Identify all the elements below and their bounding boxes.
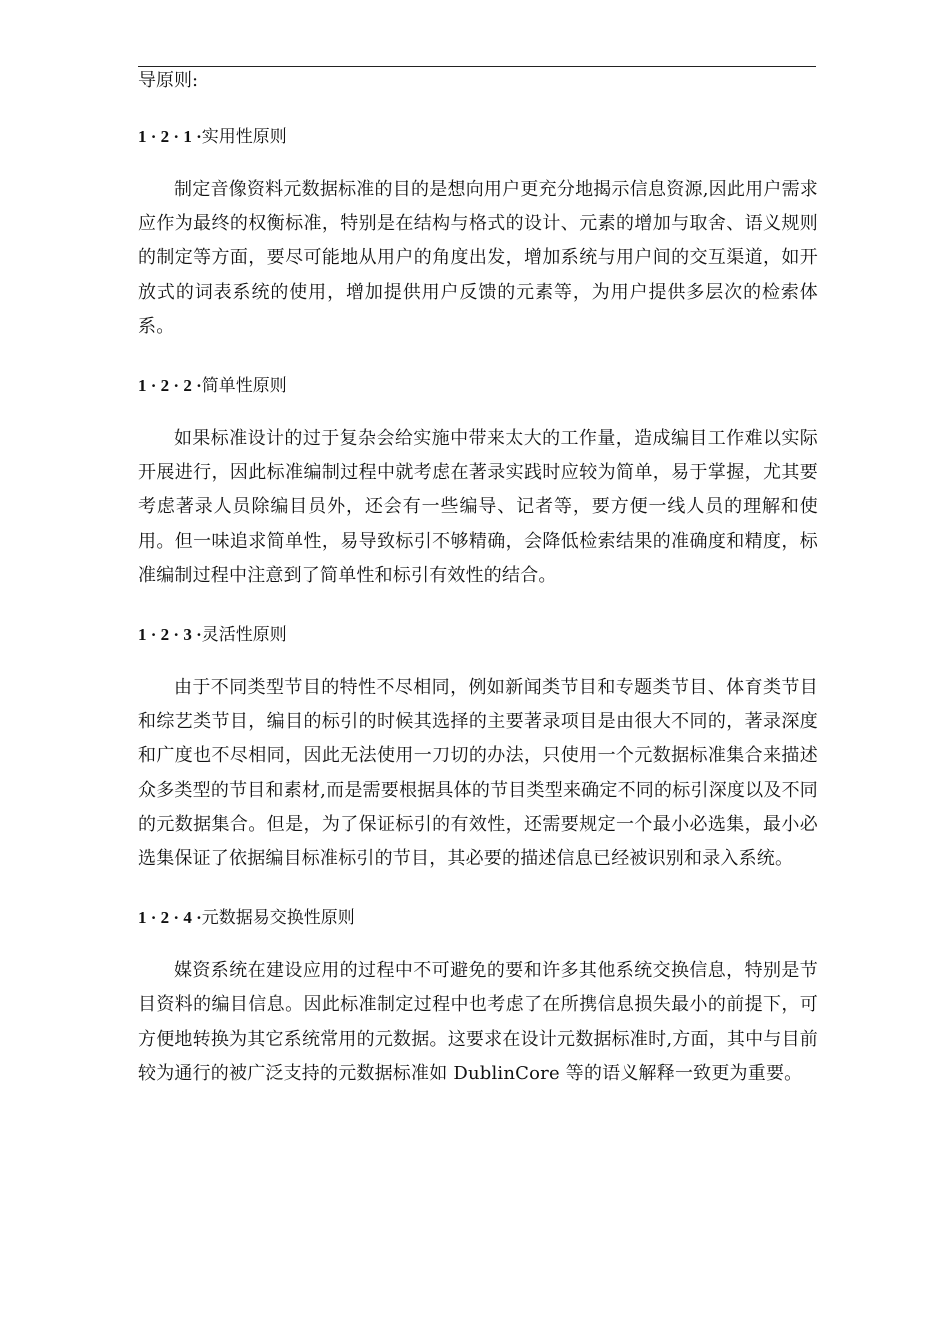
section-title: 实用性原则 (201, 127, 287, 147)
intro-text: 导原则: (138, 70, 199, 91)
section-paragraph: 如果标准设计的过于复杂会给实施中带来太大的工作量，造成编目工作难以实际开展进行，因此标准编制过程中就考虑在著录实践时应较为简单，易于掌握，尤其要考虑著录人员除编目员外，还会有一些编导、记者等，要方便一线人员的理解和使用。但一味追求简单性，易导致标引不够精确，会降低检索结果的准确度和精度，标准编制过程中注意到了简单性和标引有效性的结合。 (138, 428, 818, 586)
section-practicality (138, 123, 818, 344)
section-heading (138, 904, 818, 932)
section-heading (138, 123, 818, 151)
section-number: 1 · 2 · 4 · (138, 908, 202, 928)
section-paragraph: 媒资系统在建设应用的过程中不可避免的要和许多其他系统交换信息，特别是节目资料的编目信息。因此标准制定过程中也考虑了在所携信息损失最小的前提下，可方便地转换为其它系统常用的元数据。这要求在设计元数据标准时,方面，其中与目前较为通行的被广泛支持的元数据标准如 DublinCore 等的语义解释一致更为重要。 (138, 960, 818, 1084)
section-number: 1 · 2 · 1 · (138, 127, 202, 146)
section-flexibility (138, 621, 818, 876)
section-exchangeability (138, 904, 818, 1091)
section-paragraph: 由于不同类型节目的特性不尽相同，例如新闻类节目和专题类节目、体育类节目和综艺类节目，编目的标引的时候其选择的主要著录项目是由很大不同的，著录深度和广度也不尽相同，因此无法使用一刀切的办法，只使用一个元数据标准集合来描述众多类型的节目和素材,而是需要根据具体的节目类型来确定不同的标引深度以及不同的元数据集合。但是，为了保证标引的有效性，还需要规定一个最小必选集，最小必选集保证了依据编目标准标引的节目，其必要的描述信息已经被识别和录入系统。 (138, 677, 818, 870)
section-number: 1 · 2 · 3 · (138, 625, 202, 645)
document-body (138, 66, 818, 1091)
section-title: 灵活性原则 (201, 625, 287, 646)
section-heading (138, 372, 818, 400)
section-heading (138, 621, 818, 649)
section-paragraph: 制定音像资料元数据标准的目的是想向用户更充分地揭示信息资源,因此用户需求应作为最终的权衡标准，特别是在结构与格式的设计、元素的增加与取舍、语义规则的制定等方面，要尽可能地从用户的角度出发，增加系统与用户间的交互渠道，如开放式的词表系统的使用，增加提供用户反馈的元素等，为用户提供多层次的检索体系。 (138, 179, 818, 337)
section-title: 元数据易交换性原则 (201, 908, 355, 929)
section-simplicity (138, 372, 818, 593)
section-number: 1 · 2 · 2 · (138, 376, 202, 396)
section-title: 简单性原则 (201, 376, 287, 397)
